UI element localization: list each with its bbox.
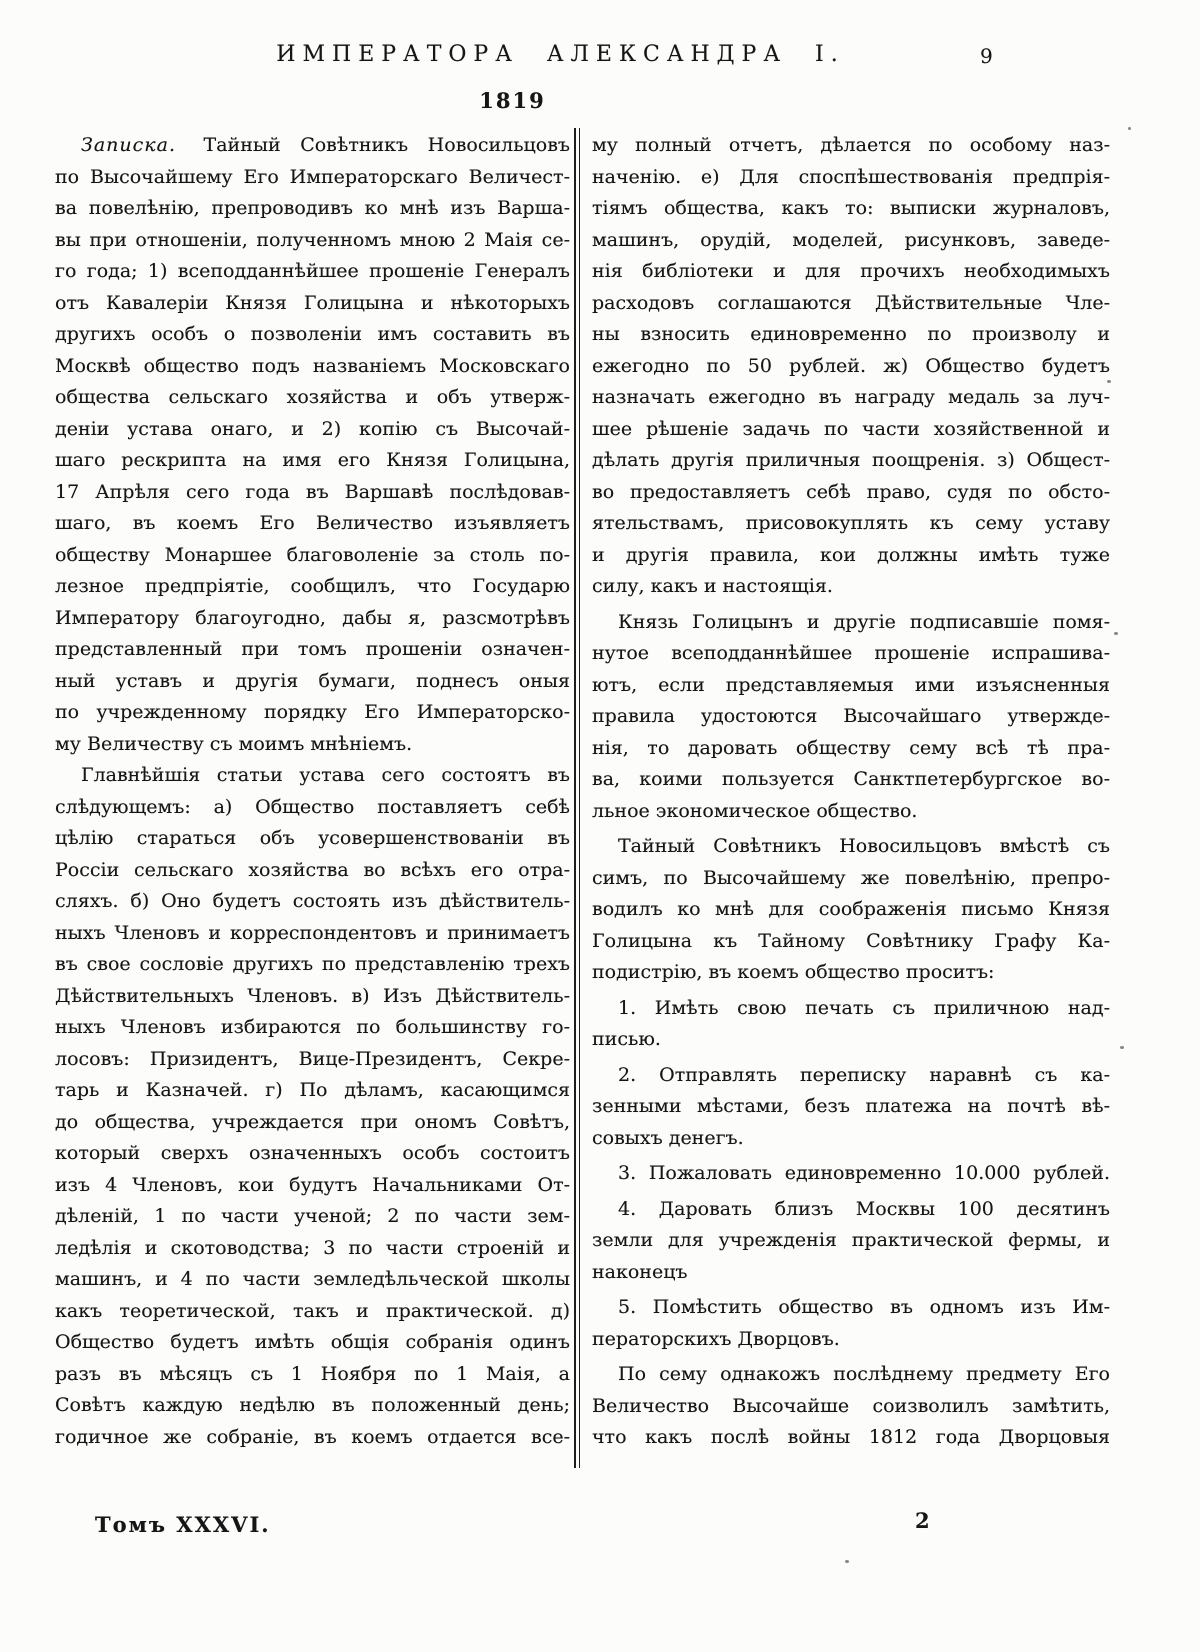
text-line: и другія правила, кои должны имѣть туже [592, 543, 1110, 566]
text-line: деніи устава онаго, и 2) копію съ Высочай- [55, 417, 570, 440]
text-line: Россіи сельскаго хозяйства во всѣхъ его отра- [55, 858, 570, 881]
page-number: 9 [980, 44, 993, 68]
text-line: зенными мѣстами, безъ платежа на почтѣ вѣ- [592, 1095, 1110, 1117]
text-line: ежегодно по 50 рублей. ж) Общество будетъ [592, 354, 1110, 377]
text-line: Главнѣйшія статьи устава сего состоятъ въ [81, 764, 570, 786]
text-line: по учрежденному порядку Его Императорско- [55, 701, 570, 723]
text-line: какъ теоретической, такъ и практической. д) [55, 1299, 570, 1322]
text-line: ный уставъ и другія бумаги, поднесъ оныя [55, 669, 570, 692]
text-line: 3. Пожаловать единовременно 10.000 рублей. [618, 1162, 1110, 1184]
text-line: назначать ежегодно въ награду медаль за луч- [592, 386, 1110, 408]
signature-mark: 2 [915, 1508, 930, 1533]
text-line: расходовъ соглашаются Дѣйствительные Чле- [592, 291, 1110, 314]
text-line: ледѣлія и скотоводства; 3 по части строеній и [55, 1236, 570, 1259]
text-line: нутое всеподданнѣйшее прошеніе испрашива- [592, 642, 1110, 664]
text-line: разъ въ мѣсяцъ съ 1 Ноября по 1 Маія, а [55, 1362, 570, 1385]
text-line: 5. Помѣстить общество въ одномъ изъ Им- [618, 1296, 1110, 1318]
text-line: водилъ ко мнѣ для соображенія письмо Князя [592, 898, 1110, 920]
text-line: лезное предпріятіе, сообщилъ, что Государю [55, 575, 570, 597]
text-line: слѣдующемъ: а) Общество поставляетъ себѣ [55, 795, 570, 818]
scan-speck [845, 1560, 849, 1563]
text-line: машинъ, и 4 по части земледѣльческой школы [55, 1268, 570, 1290]
text-line: цѣлію стараться объ усовершенствованіи въ [55, 827, 570, 849]
scan-speck [1107, 380, 1111, 383]
text-line: отъ Кавалеріи Князя Голицына и нѣкоторыхъ [55, 291, 570, 314]
text-line: подистрію, въ коемъ общество проситъ: [592, 961, 995, 983]
scan-speck [1114, 632, 1118, 635]
text-line: Записка. Тайный Совѣтникъ Новосильцовъ [81, 134, 570, 156]
text-line: который сверхъ означенныхъ особъ состоитъ [55, 1142, 570, 1164]
text-line: наченію. е) Для споспѣшествованія предпрія- [592, 165, 1110, 188]
text-line: по Высочайшему Его Императорскаго Величест- [55, 165, 570, 188]
volume-footer: Томъ XXXVI. [95, 1512, 271, 1537]
text-line: до общества, учреждается при ономъ Совѣтъ, [55, 1110, 570, 1133]
text-line: шее рѣшеніе задачь по части хозяйственной и [592, 417, 1110, 440]
text-line: 2. Отправлять переписку наравнѣ съ ка- [618, 1063, 1110, 1086]
text-line: ны взносить единовременно по произволу и [592, 323, 1110, 345]
left-column-paragraph-2 [55, 760, 570, 1453]
paragraph-lead-word: Записка. [81, 134, 176, 156]
text-line: тіямъ общества, какъ то: выписки журналовъ, [592, 197, 1110, 219]
text-line: По сему однакожъ послѣднему предмету Его [618, 1363, 1110, 1385]
text-line: го года; 1) всеподданнѣйшее прошеніе Генералъ [55, 260, 570, 282]
text-line: машинъ, орудій, моделей, рисунковъ, заведе- [592, 228, 1110, 251]
text-line: во предоставляетъ себѣ право, судя по обсто- [592, 480, 1110, 503]
text-line: 1. Имѣть свою печать съ приличною над- [618, 996, 1110, 1019]
text-line: ютъ, если представляемыя ими изъясненныя [592, 673, 1110, 696]
text-line: ныхъ Членовъ и корреспондентовъ и принимаетъ [55, 921, 570, 944]
text-line: ператорскихъ Дворцовъ. [592, 1327, 840, 1350]
text-line: симъ, по Высочайшему же повелѣнію, препро- [592, 866, 1110, 889]
text-line: Дѣйствительныхъ Членовъ. в) Изъ Дѣйствитель- [55, 984, 570, 1007]
scan-speck [1128, 127, 1131, 130]
text-line: тарь и Казначей. г) По дѣламъ, касающимся [55, 1079, 570, 1101]
text-line: наконецъ [592, 1260, 688, 1283]
right-column-paragraph-4 [592, 993, 1110, 1056]
text-line: нія, то даровать обществу сему всѣ тѣ пра- [592, 736, 1110, 759]
text-line: сляхъ. б) Оно будетъ состоять изъ дѣйствитель- [55, 890, 570, 912]
right-column-paragraph-7 [592, 1194, 1110, 1289]
text-line: Голицына къ Тайному Совѣтнику Графу Ка- [592, 929, 1110, 952]
text-line: представленный при томъ прошеніи означен- [55, 638, 570, 660]
right-column-paragraph-5 [592, 1060, 1110, 1155]
text-line: Князь Голицынъ и другіе подписавшіе помя- [618, 610, 1110, 633]
text-line: что какъ послѣ войны 1812 года Дворцовыя [592, 1426, 1110, 1448]
right-column-paragraph-6 [592, 1158, 1110, 1190]
text-line: дѣлать другія приличныя поощренія. з) Общест- [592, 449, 1110, 471]
text-line: му Величеству съ моимъ мнѣніемъ. [55, 732, 413, 755]
text-line: изъ 4 Членовъ, кои будутъ Начальниками От- [55, 1173, 570, 1196]
text-line: Общество будетъ имѣть общія собранія одинъ [55, 1331, 570, 1353]
right-column-paragraph-8 [592, 1292, 1110, 1355]
text-line: Тайный Совѣтникъ Новосильцовъ вмѣстѣ съ [618, 835, 1110, 857]
text-line: совыхъ денегъ. [592, 1126, 744, 1149]
text-line: нія библіотеки и для прочихъ необходимыхъ [592, 260, 1110, 282]
text-line: дѣленій, 1 по части ученой; 2 по части зем- [55, 1205, 570, 1227]
text-line: ва повелѣнію, препроводивъ ко мнѣ изъ Варша- [55, 197, 570, 219]
right-column-paragraph-2 [592, 607, 1110, 828]
text-line: ныхъ Членовъ избираются по большинству го- [55, 1016, 570, 1038]
text-line: вы при отношеніи, полученномъ мною 2 Маія се- [55, 228, 570, 251]
left-column [55, 130, 570, 1453]
left-column-paragraph-1 [55, 130, 570, 760]
text-line: силу, какъ и настоящія. [592, 575, 833, 597]
text-line: Совѣтъ каждую недѣлю въ положенный день; [55, 1394, 570, 1416]
text-line: писью. [592, 1028, 661, 1050]
running-header-title: ИМПЕРАТОРА АЛЕКСАНДРА I. [276, 42, 845, 67]
text-line: Величество Высочайше соизволилъ замѣтить, [592, 1394, 1110, 1417]
text-line: 17 Апрѣля сего года въ Варшавѣ послѣдовав- [55, 480, 570, 503]
column-divider-rule [574, 128, 580, 1468]
right-column-paragraph-1 [592, 130, 1110, 603]
text-line: годичное же собраніе, въ коемъ отдается все- [55, 1425, 570, 1448]
text-line: другихъ особъ о позволеніи имъ составить въ [55, 323, 570, 345]
text-line: правила удостоются Высочайшаго утвержде- [592, 705, 1110, 727]
text-line: ва, коими пользуется Санктпетербургское во- [592, 768, 1110, 790]
text-line: лосовъ: Призидентъ, Вице-Президентъ, Секре- [55, 1047, 570, 1070]
text-line: му полный отчетъ, дѣлается по особому наз- [592, 134, 1110, 156]
text-line: 4. Даровать близъ Москвы 100 десятинъ [618, 1197, 1110, 1220]
text-line: въ свое сословіе другихъ по представленію трехъ [55, 953, 570, 975]
text-line: общества сельскаго хозяйства и объ утверж- [55, 386, 570, 408]
text-line: шаго, въ коемъ Его Величество изъявляетъ [55, 512, 570, 534]
right-column-paragraph-3 [592, 831, 1110, 989]
text-line: шаго рескрипта на имя его Князя Голицына, [55, 449, 570, 471]
scan-speck [1120, 1046, 1124, 1049]
right-column-paragraph-9 [592, 1359, 1110, 1454]
text-line: льное экономическое общество. [592, 799, 918, 822]
right-column [592, 130, 1110, 1454]
text-line: Москвѣ общество подъ названіемъ Московскаго [55, 354, 570, 377]
text-line: обществу Монаршее благоволеніе за столь по- [55, 543, 570, 566]
year-heading: 1819 [479, 88, 546, 113]
text-line: Императору благоугодно, дабы я, разсмотрѣвъ [55, 606, 570, 629]
text-line: земли для учрежденія практической фермы, и [592, 1229, 1110, 1251]
text-line: ятельствамъ, присовокуплять къ сему уставу [592, 512, 1110, 534]
